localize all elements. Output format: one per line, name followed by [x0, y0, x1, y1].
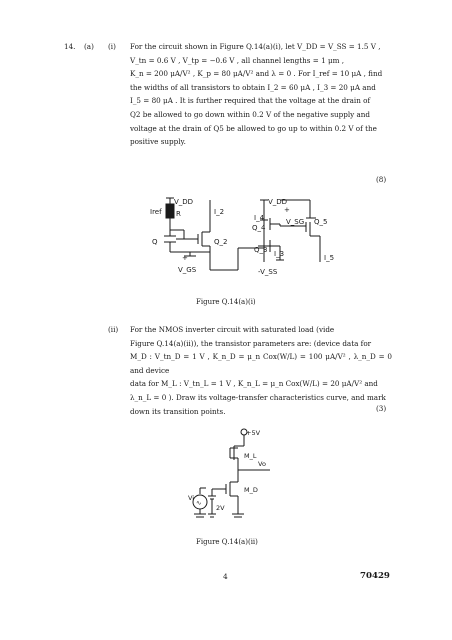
part-i-line-7: voltage at the drain of Q5 be allowed to go up to within 0.2 V of the	[130, 123, 377, 133]
label-q4: Q_4	[252, 224, 266, 232]
part-ii-text	[130, 323, 392, 418]
subpart-i-label: (i)	[108, 42, 116, 51]
label-q5: Q_5	[314, 218, 328, 226]
label-i3: I_3	[274, 250, 285, 258]
part-i-line-5: I_5 = 80 μA . It is further required that the voltage at the drain of	[130, 96, 371, 106]
figure-i-circuit	[150, 190, 350, 280]
part-ii-line-3: M_D : V_tn_D = 1 V , K_n_D = μ_n Cox(W/L) = 100 μA/V² , λ_n_D = 0 and device	[130, 352, 392, 375]
label-vi: Vi	[188, 494, 195, 502]
label-i4: I_4	[254, 214, 265, 222]
label-bias: 2V	[216, 504, 225, 512]
sine-source-icon: ∿	[196, 499, 202, 507]
label-q2: Q_2	[214, 238, 228, 246]
page-number: 4	[223, 572, 228, 581]
part-ii-marks: (3)	[376, 404, 387, 413]
part-ii-line-2: Figure Q.14(a)(ii)), the transistor parameters are: (device data for	[130, 338, 372, 348]
label-q1: Q	[152, 238, 158, 246]
label-vgs: V_GS	[178, 266, 197, 274]
part-i-line-2: V_tn = 0.6 V , V_tp = −0.6 V , all channel lengths = 1 μm ,	[130, 55, 344, 65]
label-ml: M_L	[244, 452, 257, 460]
label-md: M_D	[244, 486, 258, 494]
part-i-line-8: positive supply.	[130, 137, 186, 147]
label-plus-right: +	[284, 206, 290, 214]
part-i-line-6: Q2 be allowed to go down within 0.2 V of the negative supply and	[130, 109, 371, 119]
part-ii-line-6: down its transition points.	[130, 406, 226, 416]
label-vsg: V_SG	[286, 218, 305, 226]
part-i-line-1: For the circuit shown in Figure Q.14(a)(i), let V_DD = V_SS = 1.5 V ,	[130, 42, 381, 51]
label-plus-left: +	[182, 254, 188, 262]
label-i5: I_5	[324, 254, 335, 262]
label-i2: I_2	[214, 208, 225, 216]
part-ii-line-5: λ_n_L = 0 ). Draw its voltage-transfer characteristics curve, and mark	[130, 392, 386, 402]
part-i-line-4: the widths of all transistors to obtain I_2 = 60 μA , I_3 = 20 μA and	[130, 82, 376, 92]
label-q3: Q_3	[254, 246, 268, 254]
part-i-text	[130, 40, 392, 149]
label-vo: Vo	[258, 460, 266, 468]
label-vss: -V_SS	[258, 268, 278, 276]
subpart-ii-label: (ii)	[108, 325, 119, 334]
part-i-line-3: K_n = 200 μA/V² , K_p = 80 μA/V² and λ = 0 . For I_ref = 10 μA , find	[130, 69, 383, 79]
question-part: (a)	[84, 42, 94, 51]
figure-ii-circuit	[188, 426, 284, 526]
label-vdd-left: V_DD	[174, 198, 194, 206]
label-iref: Iref	[150, 208, 162, 216]
label-r: R	[176, 210, 181, 218]
part-ii-line-4: data for M_L : V_tn_L = 1 V , K_n_L = μ_n Cox(W/L) = 20 μA/V² and	[130, 379, 378, 389]
part-ii-line-1: For the NMOS inverter circuit with saturated load (vide	[130, 325, 335, 334]
label-vdd-right: V_DD	[268, 198, 288, 206]
part-i-marks: (8)	[376, 175, 387, 184]
question-number: 14.	[64, 42, 76, 51]
paper-code: 70429	[360, 571, 390, 581]
figure-i-caption: Figure Q.14(a)(i)	[196, 298, 256, 306]
label-supply: +5V	[246, 429, 261, 437]
figure-ii-caption: Figure Q.14(a)(ii)	[196, 538, 258, 546]
